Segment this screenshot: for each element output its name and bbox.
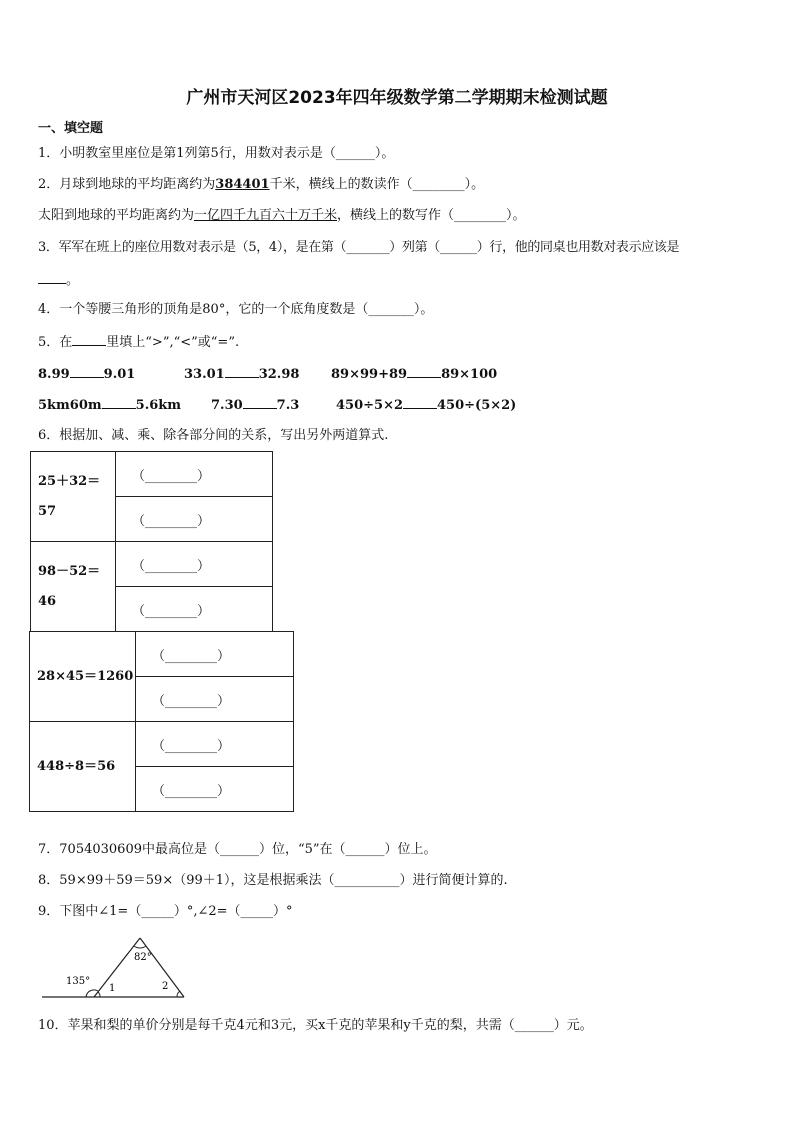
compare-item [38, 365, 135, 383]
answer-cell[interactable]: （________） [136, 632, 294, 677]
equation-cell: 448÷8＝56 [30, 722, 136, 812]
answer-blank [72, 333, 106, 346]
question-1: 1．小明教室里座位是第1列第5行，用数对表示是（______）。 [38, 146, 395, 161]
compare-left: 8.99 [38, 367, 70, 382]
q2b-number: 一亿四千九百六十万千米 [194, 208, 338, 223]
answer-blank [102, 396, 136, 409]
question-8: 8．59×99＋59＝59×（99＋1），这是根据乘法（__________）进行简便计算的. [38, 873, 508, 888]
answer-cell[interactable]: （________） [136, 722, 294, 767]
angle-arc-top [134, 946, 146, 948]
compare-right: 5.6km [135, 398, 182, 413]
angle-label-82: 82° [134, 952, 152, 963]
answer-cell[interactable]: （________） [136, 677, 294, 722]
answer-blank [407, 365, 441, 378]
angle-arc-1 [98, 992, 100, 997]
triangle-side-left [94, 938, 140, 997]
equation-line: 46 [38, 593, 57, 609]
compare-item [336, 396, 516, 414]
angle-label-2: 2 [162, 981, 169, 992]
triangle-figure [38, 934, 198, 1002]
compare-right: 32.98 [258, 367, 300, 382]
question-3-cont [38, 271, 79, 289]
compare-left: 33.01 [184, 367, 225, 382]
q5-pre: 5．在 [38, 335, 73, 350]
question-7: 7．7054030609中最高位是（______）位，“5”在（______）位上。 [38, 842, 437, 857]
q5-post: 里填上“>”,“<”或“=”. [106, 335, 240, 350]
angle-arc-2 [177, 991, 180, 997]
question-6: 6．根据加、减、乘、除各部分间的关系，写出另外两道算式. [38, 428, 389, 443]
compare-right: 450÷(5×2) [437, 398, 517, 413]
equation-cell [31, 542, 116, 632]
answer-blank [403, 396, 437, 409]
question-9: 9．下图中∠1=（_____）°,∠2=（_____）° [38, 904, 293, 919]
compare-item [38, 396, 181, 414]
question-2a [38, 177, 484, 193]
question-2b [38, 208, 526, 224]
equation-line: 25＋32＝ [38, 473, 101, 489]
operation-table-2 [29, 631, 294, 812]
angle-label-1: 1 [109, 983, 116, 994]
page-title: 广州市天河区2023年四年级数学第二学期期末检测试题 [186, 88, 608, 108]
compare-item [184, 365, 299, 383]
answer-cell[interactable]: （________） [136, 767, 294, 812]
answer-blank [38, 271, 66, 284]
q3-end: 。 [66, 273, 80, 288]
answer-cell[interactable]: （________） [116, 497, 273, 542]
q2b-pre: 太阳到地球的平均距离约为 [38, 208, 195, 223]
compare-left: 7.30 [211, 398, 243, 413]
angle-label-135: 135° [66, 976, 91, 987]
q2a-post: 千米，横线上的数读作（________）。 [269, 177, 485, 192]
compare-item [211, 396, 299, 414]
compare-left: 5km60m [38, 398, 102, 413]
compare-right: 7.3 [276, 398, 300, 413]
equation-line: 57 [38, 503, 57, 519]
section-heading: 一、填空题 [38, 121, 104, 136]
question-4: 4．一个等腰三角形的顶角是80°，它的一个底角度数是（_______）。 [38, 302, 434, 317]
q2a-pre: 2．月球到地球的平均距离约为 [38, 177, 216, 192]
q2b-post: ，横线上的数写作（________）。 [337, 208, 526, 223]
equation-line: 98－52＝ [38, 563, 101, 579]
compare-left: 89×99+89 [331, 367, 408, 382]
question-10: 10．苹果和梨的单价分别是每千克4元和3元，买x千克的苹果和y千克的梨，共需（______）元。 [38, 1018, 593, 1033]
compare-left: 450÷5×2 [336, 398, 404, 413]
answer-blank [70, 365, 104, 378]
answer-blank [225, 365, 259, 378]
answer-blank [243, 396, 277, 409]
compare-right: 9.01 [103, 367, 136, 382]
question-3: 3．军军在班上的座位用数对表示是（5，4），是在第（_______）列第（______）行，他的同桌也用数对表示应该是 [38, 240, 680, 255]
answer-cell[interactable]: （________） [116, 452, 273, 497]
equation-cell [31, 452, 116, 542]
equation-cell: 28×45＝1260 [30, 632, 136, 722]
answer-cell[interactable]: （________） [116, 542, 273, 587]
compare-right: 89×100 [441, 367, 498, 382]
operation-table-1 [30, 451, 273, 632]
question-5 [38, 333, 239, 351]
q2a-number: 384401 [215, 177, 270, 192]
answer-cell[interactable]: （________） [116, 587, 273, 632]
compare-item [331, 365, 497, 383]
